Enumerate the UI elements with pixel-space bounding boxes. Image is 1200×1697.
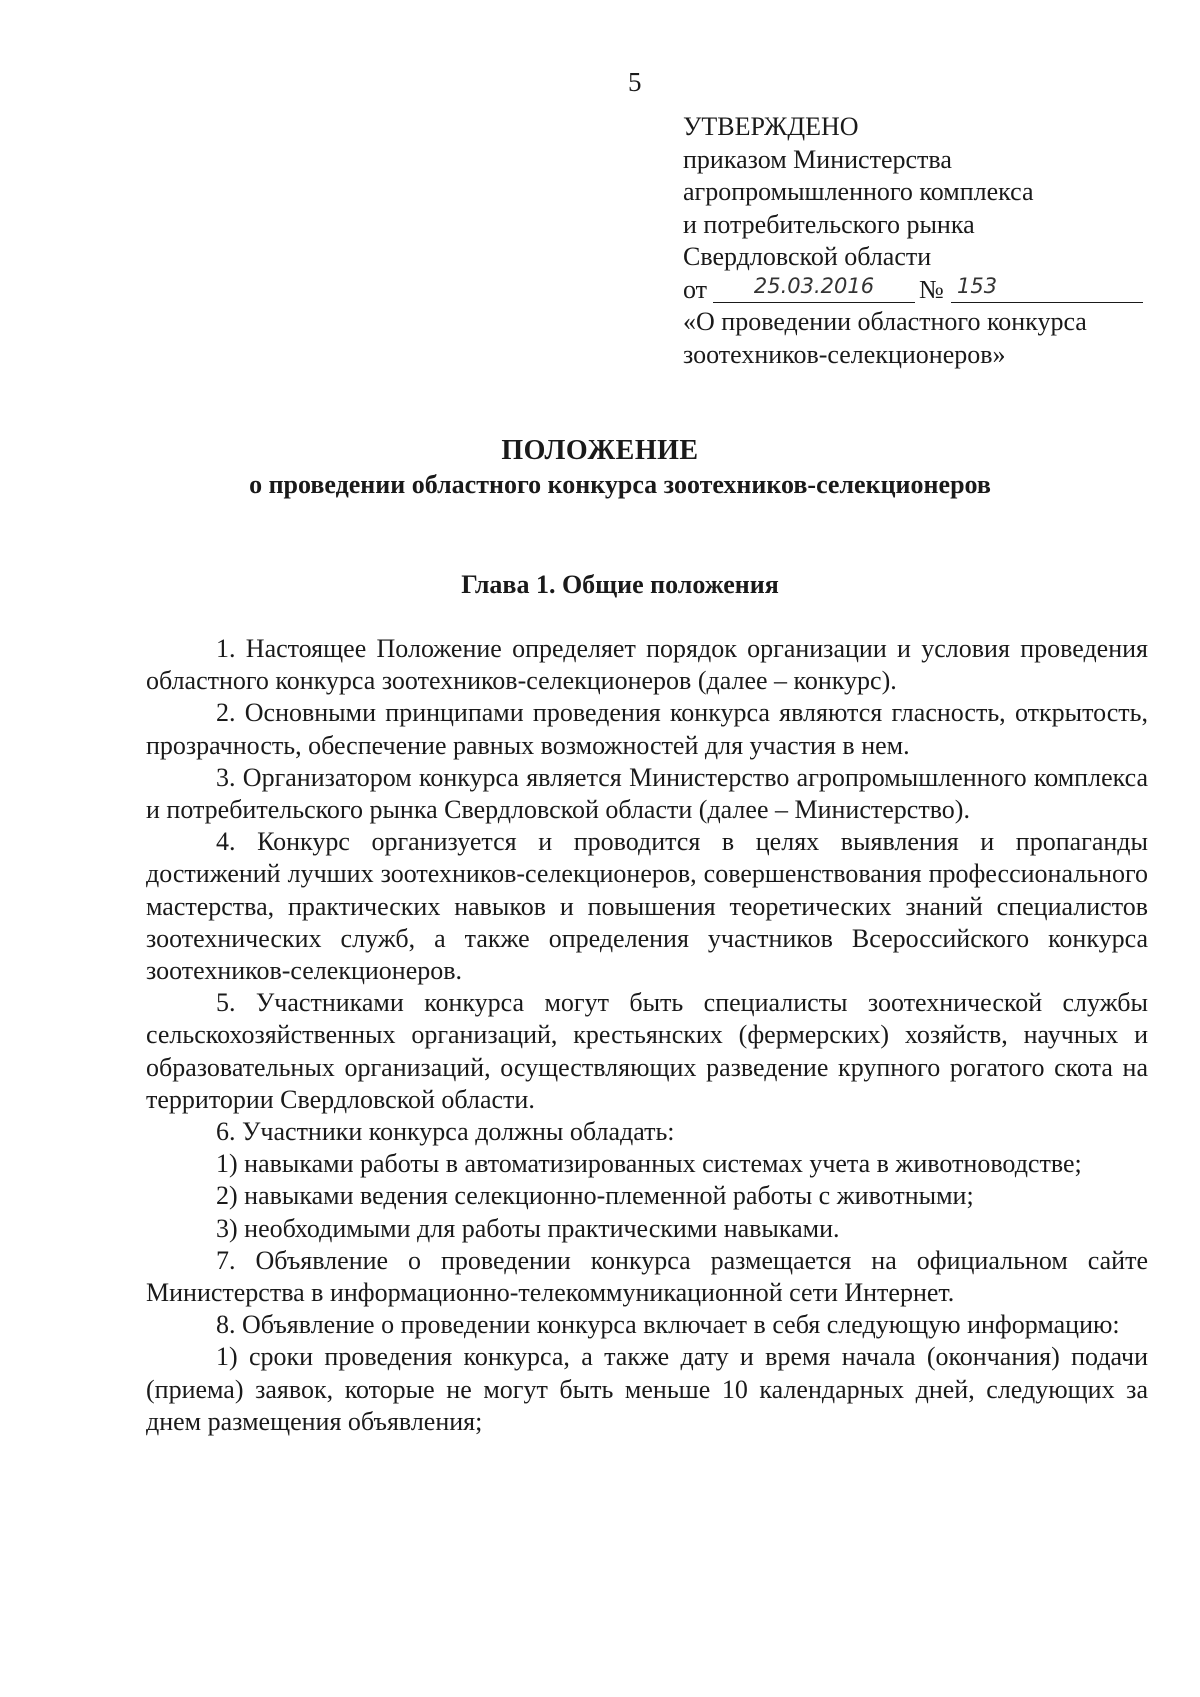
date-label: от	[683, 274, 708, 304]
approval-block	[683, 111, 1163, 371]
list-item: 2) навыками ведения селекционно-племенной работы с животными;	[216, 1181, 974, 1211]
approval-subject-line: зоотехников-селекционеров»	[683, 339, 1006, 369]
list-item: 3) необходимыми для работы практическими навыками.	[216, 1213, 840, 1243]
document-title-block	[0, 434, 1200, 502]
approval-line: УТВЕРЖДЕНО	[683, 112, 859, 141]
paragraph: 3. Организатором конкурса является Министерство агропромышленного комплекса и потребительского рынка Свердловской области (далее – Министерство).	[146, 762, 1148, 825]
order-date-number-line	[683, 274, 1163, 307]
paragraph: 1. Настоящее Положение определяет порядок организации и условия проведения областного конкурса зоотехников-селекционеров (далее – конкурс).	[146, 634, 1148, 696]
document-body	[146, 633, 1148, 1438]
approval-line: приказом Министерства	[683, 144, 952, 174]
page-number: 5	[628, 67, 642, 97]
paragraph: 5. Участниками конкурса могут быть специалисты зоотехнической службы сельскохозяйственных организаций, крестьянских (фермерских) хозяйств, научных и образовательных организаций, осуществляющих разведение крупного рогатого скота на территории Свердловской области.	[146, 988, 1148, 1114]
chapter-heading: Глава 1. Общие положения	[461, 570, 779, 599]
list-item: 1) навыками работы в автоматизированных системах учета в животноводстве;	[216, 1149, 1082, 1179]
approval-line: Свердловской области	[683, 242, 932, 271]
paragraph: 4. Конкурс организуется и проводится в целях выявления и пропаганды достижений лучших зоотехников-селекционеров, совершенствования профессионального мастерства, практических навыков и повышения теоретических знаний специалистов зоотехнических служб, а также определения участников Всероссийского конкурса зоотехников-селекционеров.	[146, 827, 1148, 986]
approval-line: агропромышленного комплекса	[683, 177, 1034, 206]
handwritten-number: 153	[951, 274, 1143, 303]
list-item: 1) сроки проведения конкурса, а также дату и время начала (окончания) подачи (приема) заявок, которые не могут быть меньше 10 календарных дней, следующих за днем размещения объявления;	[146, 1342, 1148, 1436]
paragraph: 8. Объявление о проведении конкурса включает в себя следующую информацию:	[216, 1310, 1120, 1340]
paragraph: 7. Объявление о проведении конкурса размещается на официальном сайте Министерства в информационно-телекоммуникационной сети Интернет.	[146, 1245, 1148, 1308]
document-title: ПОЛОЖЕНИЕ	[501, 435, 699, 466]
paragraph: 2. Основными принципами проведения конкурса являются гласность, открытость, прозрачность, обеспечение равных возможностей для участия в нем.	[146, 698, 1148, 760]
handwritten-date: 25.03.2016	[713, 274, 915, 303]
paragraph: 6. Участники конкурса должны обладать:	[216, 1117, 675, 1147]
document-subtitle: о проведении областного конкурса зоотехников-селекционеров	[249, 470, 991, 499]
approval-line: и потребительского рынка	[683, 209, 975, 239]
approval-subject-line: «О проведении областного конкурса	[683, 307, 1087, 336]
number-label: №	[919, 274, 944, 304]
